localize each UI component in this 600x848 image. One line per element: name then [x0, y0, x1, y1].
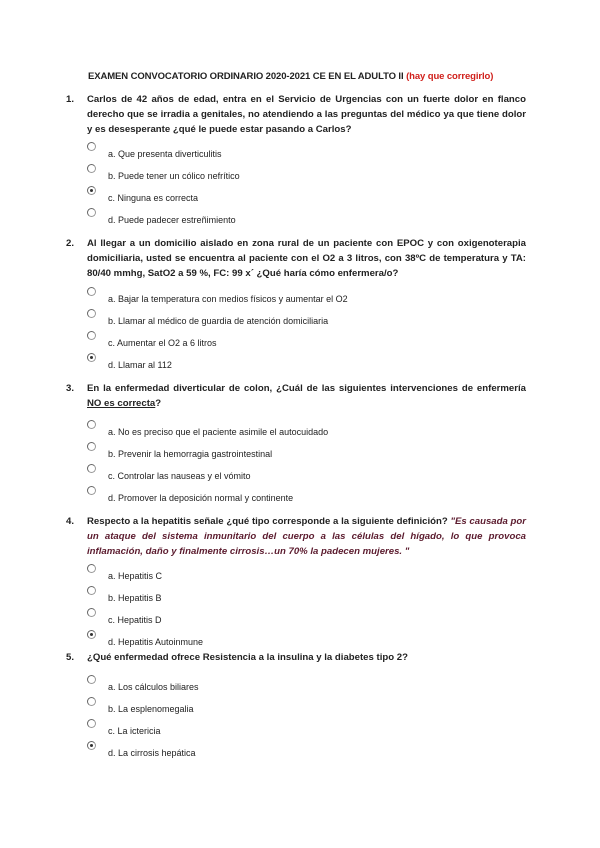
radio-button[interactable] [87, 164, 96, 173]
option-2d[interactable] [87, 353, 507, 373]
question-number: 2. [66, 238, 75, 249]
radio-button[interactable] [87, 719, 96, 728]
question-text-end: ? [155, 398, 162, 409]
radio-button[interactable] [87, 309, 96, 318]
question-text: Carlos de 42 años de edad, entra en el Servicio de Urgencias con un fuerte dolor en flanco derecho que se irradia a genitales, no atendiendo a las preguntas del médico ya que tiene dolor y es desesperante ¿qué le puede estar pasando a Carlos? [87, 94, 526, 135]
option-label: b. La esplenomegalia [108, 704, 194, 714]
option-1d[interactable] [87, 208, 507, 228]
option-3c[interactable] [87, 464, 507, 484]
radio-button[interactable] [87, 486, 96, 495]
option-5d[interactable] [87, 741, 507, 761]
question-2 [66, 236, 526, 281]
option-2a[interactable] [87, 287, 507, 307]
question-text: ¿Qué enfermedad ofrece Resistencia a la insulina y la diabetes tipo 2? [87, 652, 408, 663]
option-1a[interactable] [87, 142, 507, 162]
option-5c[interactable] [87, 719, 507, 739]
radio-button-selected[interactable] [87, 186, 96, 195]
question-number: 1. [66, 94, 75, 105]
radio-button[interactable] [87, 442, 96, 451]
option-5b[interactable] [87, 697, 507, 717]
option-label: d. Hepatitis Autoinmune [108, 637, 204, 647]
option-label: b. Puede tener un cólico nefrítico [108, 171, 240, 181]
option-label: b. Llamar al médico de guardia de atención domiciliaria [108, 316, 329, 326]
radio-button[interactable] [87, 208, 96, 217]
option-5a[interactable] [87, 675, 507, 695]
option-1c[interactable] [87, 186, 507, 206]
option-label: c. Hepatitis D [108, 615, 162, 625]
option-label: a. Hepatitis C [108, 571, 163, 581]
question-text-underlined: NO es correcta [87, 398, 156, 409]
question-text [87, 381, 526, 411]
radio-button[interactable] [87, 608, 96, 617]
option-3a[interactable] [87, 420, 507, 440]
question-number: 3. [66, 383, 75, 394]
option-label: c. Controlar las nauseas y el vómito [108, 471, 251, 481]
question-text: Al llegar a un domicilio aislado en zona rural de un paciente con EPOC y con oxigenoterapia domiciliaria, usted se encuentra al paciente con el O2 a 3 litros, con 38ºC de temperatura y TA: 80/40 mmhg, SatO2 a 59 %, FC: 99 x´ ¿Qué haría cómo enfermera/o? [87, 238, 526, 279]
question-definition: "Es causada por un ataque del sistema inmunitario del cuerpo a las células del hígado, lo que provoca inflamación, daño y finalmente cirrosis…un 70% la padecen mujeres. " [87, 516, 526, 557]
option-4c[interactable] [87, 608, 507, 628]
radio-button[interactable] [87, 331, 96, 340]
option-label: b. Hepatitis B [108, 593, 162, 603]
option-label: a. Que presenta diverticulitis [108, 149, 222, 159]
option-1b[interactable] [87, 164, 507, 184]
radio-button[interactable] [87, 420, 96, 429]
option-label: c. La ictericia [108, 726, 161, 736]
exam-title-text: EXAMEN CONVOCATORIO ORDINARIO 2020-2021 CE EN EL ADULTO II [88, 71, 404, 82]
option-label: a. Bajar la temperatura con medios físicos y aumentar el O2 [108, 294, 348, 304]
radio-button[interactable] [87, 586, 96, 595]
radio-button-selected[interactable] [87, 630, 96, 639]
question-text-part: Respecto a la hepatitis señale ¿qué tipo corresponde a la siguiente definición? [87, 516, 448, 527]
radio-button[interactable] [87, 464, 96, 473]
radio-button[interactable] [87, 142, 96, 151]
option-label: b. Prevenir la hemorragia gastrointestinal [108, 449, 273, 459]
option-2b[interactable] [87, 309, 507, 329]
option-label: d. Promover la deposición normal y continente [108, 493, 294, 503]
radio-button-selected[interactable] [87, 741, 96, 750]
radio-button[interactable] [87, 697, 96, 706]
option-label: a. No es preciso que el paciente asimile el autocuidado [108, 427, 329, 437]
question-text [87, 514, 526, 559]
option-3b[interactable] [87, 442, 507, 462]
radio-button[interactable] [87, 564, 96, 573]
question-4 [66, 514, 526, 559]
question-text-part: En la enfermedad diverticular de colon, ¿Cuál de las siguientes intervenciones de enfermería [87, 383, 526, 394]
radio-button[interactable] [87, 675, 96, 684]
exam-title-note: (hay que corregirlo) [406, 71, 494, 82]
option-2c[interactable] [87, 331, 507, 351]
radio-button[interactable] [87, 287, 96, 296]
option-label: d. Puede padecer estreñimiento [108, 215, 236, 225]
option-label: c. Aumentar el O2 a 6 litros [108, 338, 217, 348]
question-5 [66, 650, 526, 665]
question-1 [66, 92, 526, 137]
question-number: 5. [66, 652, 75, 663]
question-3 [66, 381, 526, 411]
option-label: d. La cirrosis hepática [108, 748, 196, 758]
option-4b[interactable] [87, 586, 507, 606]
radio-button-selected[interactable] [87, 353, 96, 362]
option-4a[interactable] [87, 564, 507, 584]
option-label: d. Llamar al 112 [108, 360, 172, 370]
option-label: c. Ninguna es correcta [108, 193, 199, 203]
option-label: a. Los cálculos biliares [108, 682, 199, 692]
option-4d[interactable] [87, 630, 507, 650]
exam-title [88, 71, 493, 82]
question-number: 4. [66, 516, 75, 527]
option-3d[interactable] [87, 486, 507, 506]
